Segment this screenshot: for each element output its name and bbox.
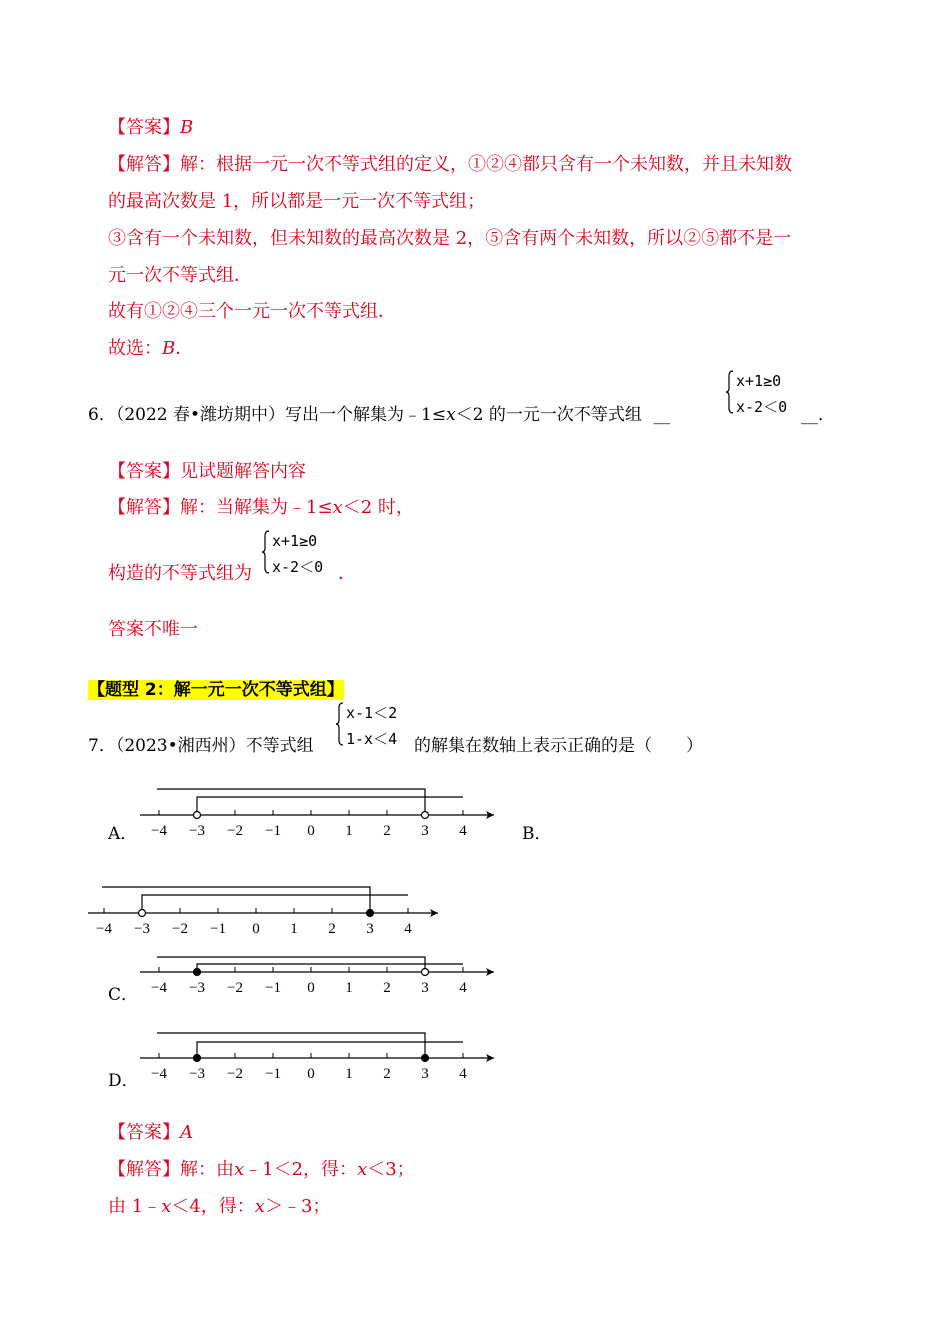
tick-label: −2 xyxy=(227,1066,243,1082)
q7-stem-end: 的解集在数轴上表示正确的是（ ） xyxy=(414,736,703,756)
text: 解：根据一元一次不等式组的定义， xyxy=(180,154,468,175)
text: 三个一元一次不等式组． xyxy=(198,301,396,322)
brace-icon xyxy=(262,530,270,574)
tick-label: 4 xyxy=(404,921,412,937)
question-source: （2023•湘西州） xyxy=(115,736,246,756)
q7-answer xyxy=(108,1121,193,1145)
text: ＜2 时， xyxy=(342,497,414,518)
q5-answer xyxy=(108,116,193,140)
text: 的最高次数是 1，所以都是一元一次不等式组； xyxy=(108,191,486,212)
tick-label: −3 xyxy=(189,980,205,996)
text: 构造的不等式组为 xyxy=(108,563,252,584)
q7-stem xyxy=(88,734,314,758)
tick-label: 1 xyxy=(290,921,298,937)
inequality-row: x+1≥0 xyxy=(272,532,318,550)
tick-label: −4 xyxy=(96,921,112,937)
section-title xyxy=(88,678,344,702)
tick-label: 2 xyxy=(383,1066,391,1082)
answer-value: B xyxy=(180,117,194,138)
tick-label: −1 xyxy=(265,1066,281,1082)
tick-label: −1 xyxy=(265,980,281,996)
option-b-number-line xyxy=(0,880,520,940)
answer-label: 【答案】 xyxy=(108,1122,180,1143)
variable: x xyxy=(161,1196,172,1217)
tick-label: −3 xyxy=(134,921,150,937)
tick-label: 1 xyxy=(345,823,353,839)
answer-value: B xyxy=(162,338,176,359)
text: 不等式组 xyxy=(245,736,314,756)
variable: x xyxy=(254,1196,265,1217)
q7-solution-line2 xyxy=(108,1195,330,1219)
open-point xyxy=(422,812,429,819)
text: 元一次不等式组． xyxy=(108,265,252,286)
text: 写出一个解集为﹣1≤ xyxy=(285,405,447,425)
filled-point xyxy=(194,1055,201,1062)
option-d-number-line xyxy=(0,1028,520,1088)
tick-label: 3 xyxy=(421,980,429,996)
tick-label: 3 xyxy=(366,921,374,937)
text: ＜4，得： xyxy=(171,1196,255,1217)
text: ＜3； xyxy=(367,1159,415,1180)
tick-label: −4 xyxy=(151,1066,167,1082)
circled-numbers: ⑤ xyxy=(485,228,504,249)
circled-numbers: ③ xyxy=(108,228,126,249)
tick-label: 1 xyxy=(345,980,353,996)
tick-label: 2 xyxy=(328,921,336,937)
circled-numbers: ②⑤ xyxy=(683,228,720,249)
tick-label: 2 xyxy=(383,980,391,996)
open-point xyxy=(422,969,429,976)
text: 含有两个未知数，所以 xyxy=(503,228,684,249)
text: 解：由 xyxy=(180,1159,234,1180)
tick-label: −4 xyxy=(151,823,167,839)
solution-label: 【解答】 xyxy=(108,154,180,175)
tick-label: −2 xyxy=(172,921,188,937)
question-source: （2022 春•潍坊期中） xyxy=(115,405,286,425)
q6-blank-end: __． xyxy=(801,405,835,425)
q6-construct-end: ． xyxy=(338,563,356,584)
variable: x xyxy=(446,405,456,425)
variable: x xyxy=(332,497,343,518)
open-point xyxy=(139,910,146,917)
q6-stem xyxy=(88,403,670,427)
q6-note: 答案不唯一 xyxy=(108,619,198,640)
q5-solution-line4 xyxy=(108,264,252,288)
tick-label: 3 xyxy=(421,823,429,839)
q5-solution-line6 xyxy=(108,337,193,361)
question-number: 6． xyxy=(88,405,116,425)
tick-label: 4 xyxy=(459,823,467,839)
inequality-row: 1-x＜4 xyxy=(346,730,398,748)
answer-label: 【答案】 xyxy=(108,461,180,482)
blank: __ xyxy=(653,405,671,425)
solution-label: 【解答】 xyxy=(108,1159,180,1180)
text: 由 1﹣ xyxy=(108,1196,162,1217)
question-number: 7． xyxy=(88,736,116,756)
answer-value: A xyxy=(180,1122,193,1143)
option-d-label: D． xyxy=(108,1071,139,1091)
tick-label: 2 xyxy=(383,823,391,839)
inequality-row: x-2＜0 xyxy=(736,398,788,416)
tick-label: 0 xyxy=(307,1066,315,1082)
text: ＜2 的一元一次不等式组 xyxy=(455,405,642,425)
text: 都只含有一个未知数，并且未知数 xyxy=(522,154,792,175)
filled-point xyxy=(422,1055,429,1062)
tick-label: −1 xyxy=(210,921,226,937)
q6-solution xyxy=(108,496,414,520)
circled-numbers: ①②④ xyxy=(144,301,198,322)
open-point xyxy=(194,812,201,819)
text: 故选： xyxy=(108,338,162,359)
inequality-row: x-1＜2 xyxy=(346,704,398,722)
text: 解：当解集为﹣1≤ xyxy=(180,497,333,518)
q7-solution-line1 xyxy=(108,1158,415,1182)
text: ＞﹣3； xyxy=(264,1196,331,1217)
answer-value: 见试题解答内容 xyxy=(180,461,306,482)
q6-answer xyxy=(108,460,306,484)
q5-solution-line3 xyxy=(108,227,791,251)
brace-icon xyxy=(336,702,344,746)
tick-label: −2 xyxy=(227,980,243,996)
tick-label: 0 xyxy=(307,980,315,996)
solution-label: 【解答】 xyxy=(108,497,180,518)
text: ． xyxy=(175,338,194,359)
option-a-label: A． xyxy=(108,824,138,844)
tick-label: −3 xyxy=(189,1066,205,1082)
option-c-number-line xyxy=(0,950,520,1010)
tick-label: 1 xyxy=(345,1066,353,1082)
section-heading: 【题型 2：解一元一次不等式组】 xyxy=(88,680,344,700)
variable: x xyxy=(234,1159,245,1180)
tick-label: 3 xyxy=(421,1066,429,1082)
variable: x xyxy=(357,1159,368,1180)
q6-construct xyxy=(108,562,252,586)
answer-label: 【答案】 xyxy=(108,117,180,138)
text: ﹣1＜2，得： xyxy=(244,1159,358,1180)
filled-point xyxy=(194,969,201,976)
tick-label: 4 xyxy=(459,980,467,996)
inequality-row: x-2＜0 xyxy=(272,558,324,576)
tick-label: 4 xyxy=(459,1066,467,1082)
option-b-label: B． xyxy=(522,824,552,844)
inequality-row: x+1≥0 xyxy=(736,372,782,390)
tick-label: −1 xyxy=(265,823,281,839)
brace-icon xyxy=(726,370,734,414)
tick-label: −4 xyxy=(151,980,167,996)
circled-numbers: ①②④ xyxy=(468,154,522,175)
tick-label: 0 xyxy=(252,921,260,937)
text: 故有 xyxy=(108,301,144,322)
tick-label: −3 xyxy=(189,823,205,839)
tick-label: −2 xyxy=(227,823,243,839)
q5-solution-line5 xyxy=(108,300,396,324)
q5-solution-line1 xyxy=(108,153,792,177)
tick-label: 0 xyxy=(307,823,315,839)
text: 含有一个未知数，但未知数的最高次数是 2， xyxy=(126,228,486,249)
text: 都不是一 xyxy=(719,228,792,249)
option-c-label: C． xyxy=(108,985,139,1005)
filled-point xyxy=(367,910,374,917)
q5-solution-line2 xyxy=(108,190,485,214)
option-a-number-line xyxy=(0,780,520,840)
